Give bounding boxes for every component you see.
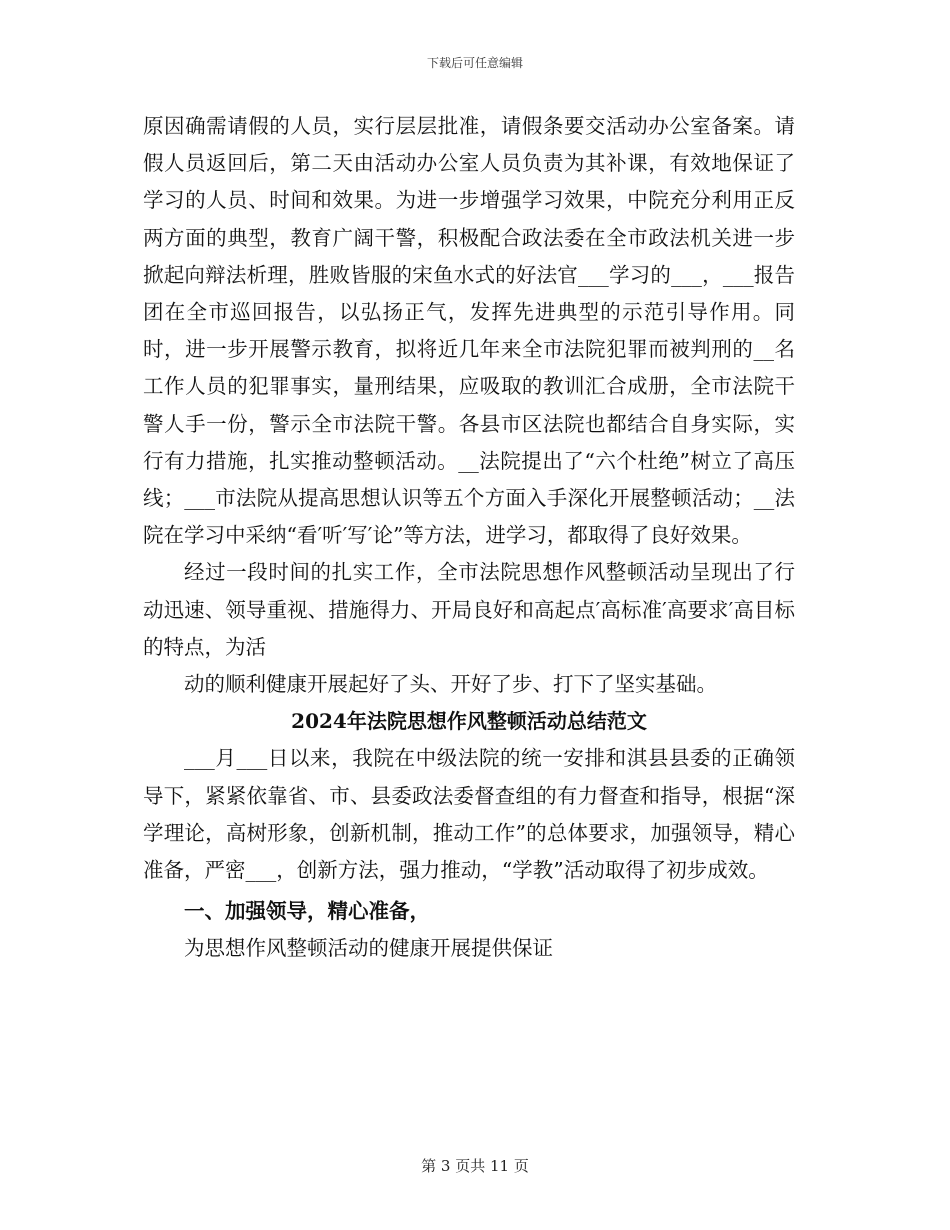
section-heading: 一、加强领导，精心准备，	[184, 899, 430, 924]
document-title: 2024年法院思想作风整顿活动总结范文	[291, 709, 647, 734]
paragraph-intro: ___月___日以来，我院在中级法院的统一安排和淇县县委的正确领导下，紧紧依靠省、市、县委政法委督查组的有力督查和指导，根据“深学理论，高树形象，创新机制，推动工作”的总体要求，加强领导，精心准备，严密___，创新方法，强力推动，“学教”活动取得了初步成效。	[143, 746, 795, 883]
paragraph-continuation: 原因确需请假的人员，实行层层批准，请假条要交活动办公室备案。请假人员返回后，第二天由活动办公室人员负责为其补课，有效地保证了学习的人员、时间和效果。为进一步增强学习效果，中院充分利用正反两方面的典型，教育广阔干警，积极配合政法委在全市政法机关进一步掀起向辩法析理，胜败皆服的宋鱼水式的好法官___学习的___，___报告团在全市巡回报告，以弘扬正气，发挥先进典型的示范引导作用。同时，进一步开展警示教育，拟将近几年来全市法院犯罪而被判刑的__名工作人员的犯罪事实，量刑结果，应吸取的教训汇合成册，全市法院干警人手一份，警示全市法院干警。各县市区法院也都结合自身实际，实行有力措施，扎实推动整顿活动。__法院提出了“六个杜绝”树立了高压线；___市法院从提高思想认识等五个方面入手深化开展整顿活动；__法院在学习中采纳“看′听′写′论”等方法，进学习，都取得了良好效果。	[143, 114, 795, 548]
page-header-note: 下载后可任意编辑	[426, 56, 523, 70]
paragraph-summary-end: 动的顺利健康开展起好了头、开好了步、打下了坚实基础。	[184, 672, 717, 697]
paragraph-summary: 经过一段时间的扎实工作，全市法院思想作风整顿活动呈现出了行动迅速、领导重视、措施得力、开局良好和高起点′高标准′高要求′高目标的特点，为活	[143, 560, 795, 659]
page-number: 第 3 页共 11 页	[421, 1157, 529, 1175]
section-paragraph: 为思想作风整顿活动的健康开展提供保证	[184, 936, 553, 961]
document-body	[143, 108, 795, 968]
